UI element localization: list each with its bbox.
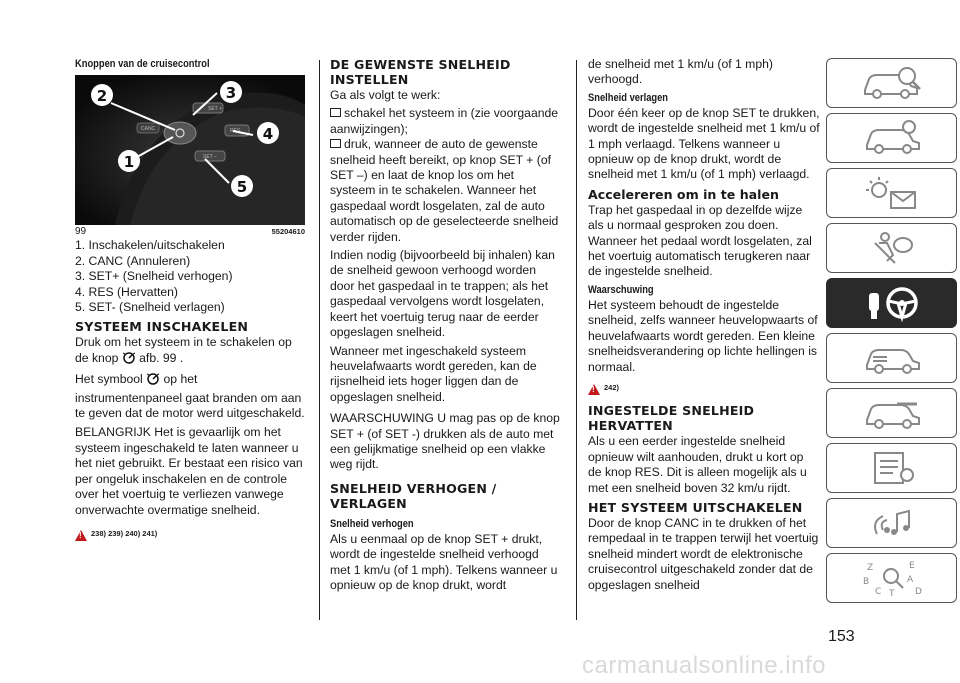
column-2 [330,57,562,596]
paragraph: Door één keer op de knop SET te drukken, wordt de ingestelde snelheid met 1 km/u of 1 mph verlaagd. Telkens wanneer u opnieuw op de knop drukt, wordt de snelheid met 1 km/u (of 1 mph) verlaagd. [588,105,820,182]
heading-accelereren: Accelereren om in te halen [588,186,779,202]
cruise-control-photo [75,75,305,225]
heading-uitschakelen: HET SYSTEEM UITSCHAKELEN [588,499,803,515]
paragraph: Ga als volgt te werk: [330,88,441,102]
set-minus-label: SET – [203,154,217,161]
lights-warning-icon [857,174,927,212]
paragraph: Het systeem behoudt de ingestelde snelheid, zelfs wanneer heuvelopwaarts of heuvelafwaarts wordt gereden. Een kleine snelheidsverandering op lichte hellingen is normaal. [588,297,818,374]
breakdown-icon [857,339,927,377]
heading-systeem-inschakelen: SYSTEEM INSCHAKELEN [75,319,249,335]
tab-multimedia[interactable] [826,498,957,548]
index-letter: D [914,587,922,597]
tab-safety[interactable] [826,223,957,273]
tab-breakdown[interactable] [826,333,957,383]
figure-title: Knoppen van de cruisecontrol [75,58,210,70]
warning-refs-text: 238) 239) 240) 241) [91,528,158,538]
page-number: 153 [828,628,855,645]
subheading-verhogen: Snelheid verhogen [330,517,414,530]
subheading-verlagen: Snelheid verlagen [588,91,669,104]
column-divider [576,60,577,620]
column-divider [319,60,320,620]
legend-item: 3. SET+ (Snelheid verhogen) [75,269,233,284]
paragraph: Indien nodig (bijvoorbeeld bij inhalen) kan de snelheid gewoon verhoogd worden door het gaspedaal in te trappen; als het gaspedaal vervolgens wordt losgelaten, keert het voertuig terug naar de eerder opgeslagen snelheid. [330,248,555,340]
column-1 [75,57,307,541]
figure-number: 99 [75,226,87,238]
multimedia-icon [857,504,927,542]
tab-lights-warnings[interactable] [826,168,957,218]
paragraph: Als u eenmaal op de knop SET + drukt, wordt de ingestelde snelheid verhoogd met 1 km/u (of 1 mph). Telkens wanneer u opnieuw op de knop drukt, wordt [330,531,558,592]
warning-refs-text: 242) [604,382,620,392]
cruise-speedometer-icon [122,351,136,369]
bullet-item [330,106,562,137]
legend-item: 5. SET- (Snelheid verlagen) [75,300,225,315]
paragraph-waarschuwing: WAARSCHUWING U mag pas op de knop SET + (of SET -) drukken als de auto met een gelijkmatige snelheid op een vlakke weg rijdt. [330,411,560,472]
index-letter: T [888,589,894,598]
tab-dashboard[interactable] [826,113,957,163]
paragraph [75,372,307,421]
checkbox-bullet-icon [330,108,341,117]
dashboard-car-icon [857,119,927,157]
heading-hervatten: INGESTELDE SNELHEID HERVATTEN [588,403,755,434]
safety-airbag-icon [857,229,927,267]
canc-label: CANC [141,126,156,133]
callout-5: 5 [236,178,248,197]
legend-item: 1. Inschakelen/uitschakelen [75,238,225,253]
text: Druk om het systeem in te schakelen op de knop [75,335,292,365]
cruise-speedometer-icon [146,372,160,390]
service-car-icon [857,394,927,432]
index-letter: B [862,577,869,587]
warning-triangle-icon [588,384,600,395]
watermark: carmanualsonline.info [582,652,826,679]
paragraph: Wanneer met ingeschakeld systeem heuvelafwaarts wordt gereden, kan de rijsnelheid iets hoger liggen dan de opgeslagen snelheid. [330,343,537,404]
subheading-waarschuwing: Waarschuwing [588,283,654,296]
figure-caption [75,226,307,238]
paragraph: Door de knop CANC in te drukken of het rempedaal in te trappen terwijl het voertuig snelheid mindert wordt de elektronische cruisecontrol uitgeschakeld zonder dat de opgeslagen snelheid [588,515,819,592]
set-plus-label: SET + [208,106,222,113]
legend-item: 2. CANC (Annuleren) [75,253,191,268]
heading-gewenste-snelheid: DE GEWENSTE SNELHEID INSTELLEN [330,57,511,87]
text: druk, wanneer de auto de gewenste snelheid heeft bereikt, op knop SET + (of SET –) en laat de knop los om het systeem in te schakelen. Wanneer het gaspedaal wordt losgelaten, zal de auto automatisch op de geselecteerde snelheid verder rijden. [330,137,559,244]
legend-item: 4. RES (Hervatten) [75,284,178,299]
specs-icon [857,449,927,487]
paragraph: Als u een eerder ingestelde snelheid opnieuw wilt aanhouden, drukt u kort op de knop RES. Dit is alleen mogelijk als u met een snelheid boven 32 km/u rijdt. [588,434,807,495]
figure-code: 55204610 [271,227,305,237]
tab-service[interactable] [826,388,957,438]
checkbox-bullet-icon [330,139,341,148]
index-letter: Z [866,563,873,573]
callout-3: 3 [225,84,237,103]
res-label: RES [230,128,241,135]
bullet-item [330,137,562,245]
steering-key-icon [857,283,927,323]
column-3 [588,57,820,596]
callout-4: 4 [262,125,274,144]
paragraph: Trap het gaspedaal in op dezelfde wijze als u normaal gesproken zou doen. Wanneer het pedaal wordt losgelaten, zal het voertuig automatisch terugkeren naar de ingestelde snelheid. [588,202,812,279]
steering-wheel-buttons-image [75,75,305,225]
text: afb. 99 . [139,350,184,365]
index-icon [857,558,927,598]
tab-index[interactable] [826,553,957,603]
tab-specs[interactable] [826,443,957,493]
text: schakel het systeem in (zie voorgaande aanwijzingen); [330,106,559,136]
index-letter: C [874,587,881,597]
warning-references [75,526,307,541]
paragraph: de snelheid met 1 km/u (of 1 mph) verhoogd. [588,57,773,87]
paragraph-belangrijk: BELANGRIJK Het is gevaarlijk om het systeem ingeschakeld te laten wanneer u het niet gebruikt. Er bestaat een risico van per ongeluk inschakelen en de controle over het voertuig te verliezen vanwege onverwachte overmatige snelheid. [75,425,303,517]
button-legend [75,238,307,315]
text: Het symbool [75,372,143,387]
tab-car-info[interactable] [826,58,957,108]
paragraph [75,335,307,369]
heading-snelheid-verhogen: SNELHEID VERHOGEN / VERLAGEN [330,480,497,511]
index-letter: A [906,575,913,585]
callout-2: 2 [96,87,108,106]
chapter-sidebar [826,58,958,608]
tab-starting-driving[interactable] [826,278,957,328]
warning-references [588,380,820,395]
car-info-icon [857,64,927,102]
text: op het instrumentenpaneel gaat branden om aan te geven dat de motor werd uitgeschakeld. [75,372,305,421]
callout-1: 1 [123,153,135,172]
warning-triangle-icon [75,530,87,541]
index-letter: E [908,561,915,571]
